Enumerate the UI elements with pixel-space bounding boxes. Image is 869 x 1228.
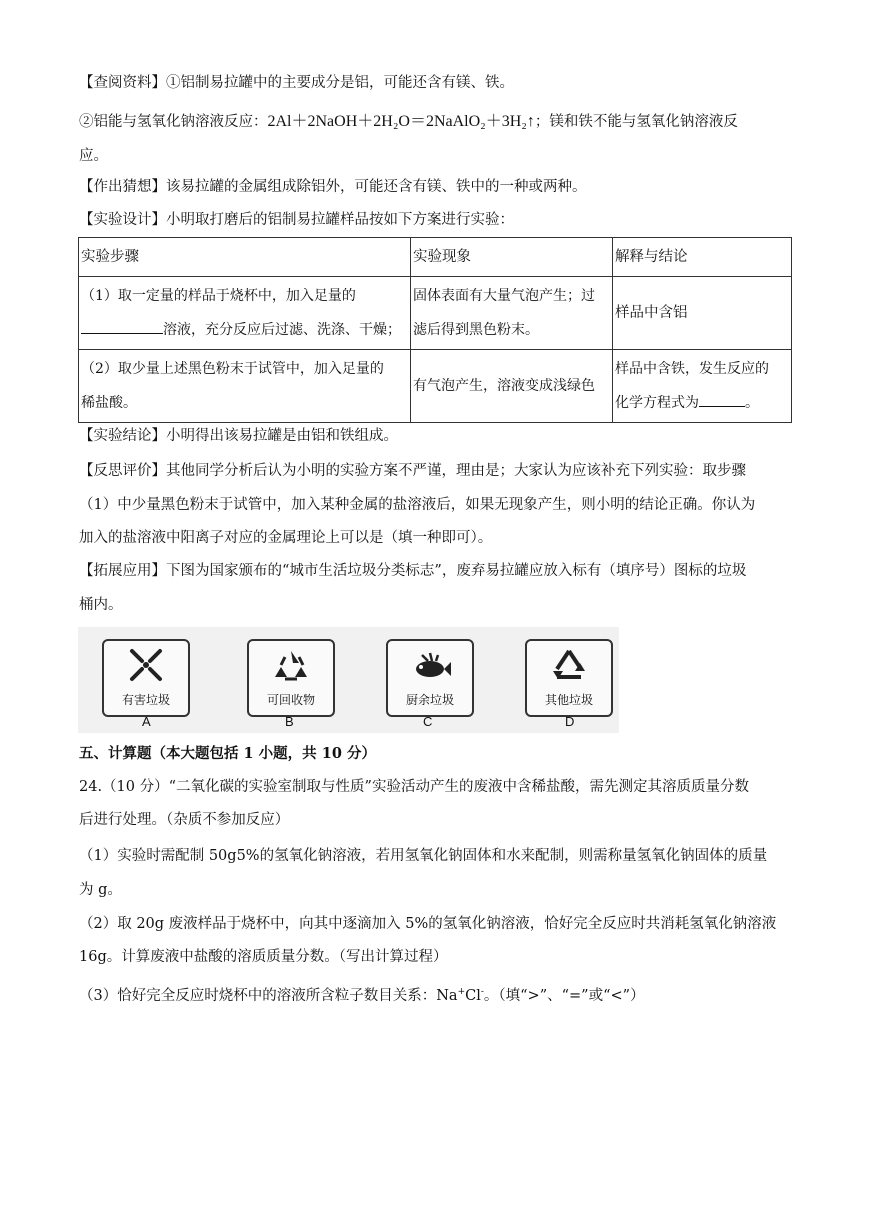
answer-blank[interactable] bbox=[81, 317, 163, 334]
section-heading: 五、计算题（本大题包括 1 小题，共 10 分） bbox=[79, 745, 376, 762]
row2-conclusion-line1: 样品中含铁，发生反应的 bbox=[615, 361, 769, 377]
bin-letter: D bbox=[565, 714, 575, 729]
bin-letter: B bbox=[285, 714, 294, 729]
chloride-symbol: Cl bbox=[465, 987, 481, 1004]
bin-letter: A bbox=[142, 714, 151, 729]
bin-other bbox=[525, 639, 613, 717]
sodium-charge: + bbox=[457, 987, 466, 997]
bin-recyclable bbox=[247, 639, 335, 717]
question-3-suffix: 。（填“>”、“=”或“<”） bbox=[483, 987, 645, 1004]
row1-step bbox=[79, 277, 411, 350]
question-24-line2: 后进行处理。（杂质不参加反应） bbox=[79, 812, 290, 828]
text-line-conclusion: 【实验结论】小明得出该易拉罐是由铝和铁组成。 bbox=[79, 428, 398, 444]
bin-label: 可回收物 bbox=[266, 693, 315, 707]
row1-conclusion: 样品中含铝 bbox=[613, 277, 792, 350]
table-row bbox=[79, 277, 792, 350]
hazard-cross-icon bbox=[104, 647, 188, 683]
header-phenomenon: 实验现象 bbox=[411, 238, 613, 277]
row2-conclusion-line2 bbox=[615, 386, 789, 420]
text-line-reference: 【查阅资料】①铝制易拉罐中的主要成分是铝，可能还含有镁、铁。 bbox=[79, 75, 514, 91]
row1-phenomenon-line2: 滤后得到黑色粉末。 bbox=[413, 322, 539, 338]
table-row bbox=[79, 350, 792, 423]
question-3-line bbox=[79, 982, 791, 1006]
question-2-line2: 16g。计算废液中盐酸的溶质质量分数。（写出计算过程） bbox=[79, 949, 448, 965]
question-2-line1: （2）取 20g 废液样品于烧杯中，向其中逐滴加入 5%的氢氧化钠溶液，恰好完全反应时共消耗氢氧化钠溶液 bbox=[79, 916, 777, 932]
chemical-equation: 2Al＋2NaOH＋2H₂O＝2NaAlO₂＋3H₂↑ bbox=[267, 113, 535, 130]
reaction-suffix: ；镁和铁不能与氢氧化钠溶液反 bbox=[534, 114, 738, 130]
experiment-table bbox=[78, 237, 792, 423]
text-line-application-2: 桶内。 bbox=[79, 597, 123, 613]
bin-label: 有害垃圾 bbox=[121, 693, 170, 707]
text-line-evaluation-2: （1）中少量黑色粉末于试管中，加入某种金属的盐溶液后，如果无现象产生，则小明的结论正确。你认为 bbox=[79, 497, 756, 513]
reaction-prefix: ②铝能与氢氧化钠溶液反应： bbox=[79, 114, 268, 130]
row2-step-line1: （2）取少量上述黑色粉末于试管中，加入足量的 bbox=[81, 361, 384, 377]
text-line-continued: 应。 bbox=[79, 148, 108, 164]
chloride-charge: - bbox=[480, 987, 484, 997]
question-24-line1: 24.（10 分）“二氧化碳的实验室制取与性质”实验活动产生的废液中含稀盐酸，需先测定其溶质质量分数 bbox=[79, 779, 749, 795]
text-line-design: 【实验设计】小明取打磨后的铝制易拉罐样品按如下方案进行实验： bbox=[79, 212, 514, 228]
bin-letter: C bbox=[423, 714, 433, 729]
header-conclusion: 解释与结论 bbox=[613, 238, 792, 277]
answer-blank[interactable] bbox=[699, 390, 745, 407]
question-1-line2: 为 g。 bbox=[79, 882, 122, 898]
row1-step-line1: （1）取一定量的样品于烧杯中，加入足量的 bbox=[81, 288, 356, 304]
fish-bone-icon bbox=[388, 647, 472, 683]
row2-conclusion-text: 化学方程式为 bbox=[615, 395, 699, 411]
row1-step-line2 bbox=[81, 313, 408, 347]
garbage-bins-figure bbox=[78, 627, 619, 733]
text-line-evaluation-1: 【反思评价】其他同学分析后认为小明的实验方案不严谨，理由是；大家认为应该补充下列实验：取步骤 bbox=[79, 463, 746, 479]
question-3-prefix: （3）恰好完全反应时烧杯中的溶液所含粒子数目关系：Na bbox=[79, 987, 458, 1004]
text-line-aluminum-reaction bbox=[79, 112, 791, 132]
bin-kitchen bbox=[386, 639, 474, 717]
table-header-row bbox=[79, 238, 792, 277]
bin-label: 其他垃圾 bbox=[544, 693, 593, 707]
text-line-hypothesis: 【作出猜想】该易拉罐的金属组成除铝外，可能还含有镁、铁中的一种或两种。 bbox=[79, 179, 587, 195]
text-line-evaluation-3: 加入的盐溶液中阳离子对应的金属理论上可以是（填一种即可）。 bbox=[79, 530, 493, 546]
row2-step bbox=[79, 350, 411, 423]
row1-phenomenon-line1: 固体表面有大量气泡产生；过 bbox=[413, 288, 595, 304]
row2-conclusion bbox=[613, 350, 792, 423]
recycle-icon bbox=[249, 647, 333, 683]
row2-phenomenon: 有气泡产生，溶液变成浅绿色 bbox=[411, 350, 613, 423]
row1-step-text: 溶液，充分反应后过滤、洗涤、干燥； bbox=[163, 322, 401, 338]
triangle-arrows-icon bbox=[527, 647, 611, 683]
header-step: 实验步骤 bbox=[79, 238, 411, 277]
row2-step-line2: 稀盐酸。 bbox=[81, 395, 137, 411]
row1-phenomenon bbox=[411, 277, 613, 350]
question-1-line1: （1）实验时需配制 50g5%的氢氧化钠溶液，若用氢氧化钠固体和水来配制，则需称量氢氧化钠固体的质量 bbox=[79, 848, 768, 864]
text-line-application-1: 【拓展应用】下图为国家颁布的“城市生活垃圾分类标志”，废弃易拉罐应放入标有（填序号）图标的垃圾 bbox=[79, 563, 747, 579]
bin-hazardous bbox=[102, 639, 190, 717]
bin-label: 厨余垃圾 bbox=[405, 693, 454, 707]
row2-conclusion-end: 。 bbox=[745, 395, 759, 411]
